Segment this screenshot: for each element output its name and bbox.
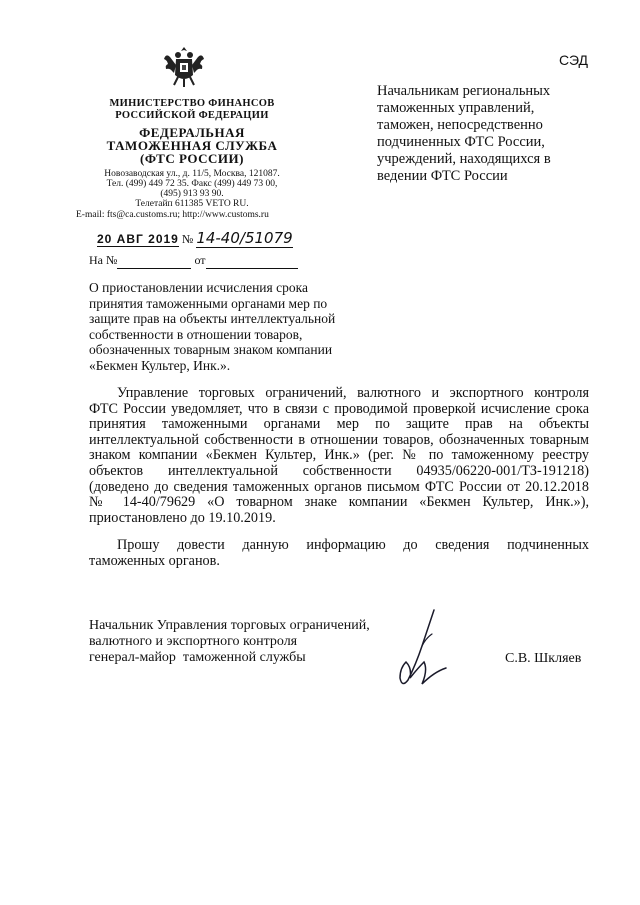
- body-line: приостановлено до 19.10.2019.: [89, 509, 276, 526]
- reply-reference-line: [89, 253, 298, 269]
- service-line: ТАМОЖЕННАЯ СЛУЖБА: [106, 138, 278, 153]
- registration-number-label: №: [181, 232, 194, 246]
- body-paragraph-2: [89, 538, 589, 569]
- subject-line: защите прав на объекты интеллектуальной: [89, 311, 336, 327]
- body-line: № 14-40/79629 «О товарном знаке компании «Бекмен Культер, Инк.»),: [89, 494, 589, 511]
- addressee-line: подчиненных ФТС России,: [377, 134, 545, 150]
- position-line: валютного и экспортного контроля: [89, 634, 298, 649]
- addressee-line: таможен, непосредственно: [377, 117, 543, 133]
- registration-line: [97, 229, 293, 248]
- addressee-line: ведении ФТС России: [377, 168, 508, 184]
- reply-number-label: На №: [89, 253, 118, 267]
- service-line: (ФТС РОССИИ): [140, 151, 244, 166]
- body-line: (доведено до сведения таможенных органов письмом ФТС России от 20.12.2018: [89, 478, 589, 495]
- ministry-name: [74, 98, 310, 122]
- body-line: таможенных органов.: [89, 552, 220, 569]
- body-line: Прошу довести данную информацию до сведения подчиненных: [117, 537, 589, 553]
- ministry-line: РОССИЙСКОЙ ФЕДЕРАЦИИ: [115, 110, 269, 121]
- subject-line: обозначенных товарным знаком компании: [89, 342, 333, 358]
- letter-subject: [89, 280, 349, 374]
- sender-email: E-mail: fts@ca.customs.ru; http://www.customs.ru: [76, 210, 269, 220]
- position-line: генерал-майор таможенной службы: [89, 650, 306, 665]
- address-line: Тел. (499) 449 72 35. Факс (499) 449 73 00,: [106, 179, 278, 189]
- ministry-line: МИНИСТЕРСТВО ФИНАНСОВ: [109, 98, 275, 109]
- addressee-line: таможенных управлений,: [377, 100, 535, 116]
- address-line: Телетайп 611385 VETO RU.: [135, 199, 249, 209]
- coat-of-arms-emblem: [160, 43, 208, 91]
- address-line: Новозаводская ул., д. 11/5, Москва, 121087.: [104, 169, 280, 179]
- reply-from-label: от: [194, 253, 206, 267]
- addressee-line: учреждений, находящихся в: [377, 151, 551, 167]
- service-name: [74, 126, 310, 165]
- subject-line: собственности в отношении товаров,: [89, 326, 303, 342]
- body-line: ФТС России уведомляет, что в связи с проводимой проверкой исчисление срока: [89, 400, 589, 417]
- body-paragraph-1: [89, 386, 589, 526]
- subject-line: «Бекмен Культер, Инк.».: [89, 357, 231, 373]
- addressee-block: [377, 83, 551, 185]
- registration-date: 20 АВГ 2019: [97, 232, 179, 246]
- registration-number: 14-40/51079: [196, 229, 293, 247]
- address-line: (495) 913 93 90.: [160, 189, 224, 199]
- signatory-position: [89, 618, 370, 666]
- position-line: Начальник Управления торговых ограничений,: [89, 618, 370, 633]
- body-line: Управление торговых ограничений, валютного и экспортного контроля: [117, 385, 589, 401]
- sender-address: [74, 169, 310, 209]
- addressee-line: Начальникам региональных: [377, 83, 551, 99]
- signatory-name: С.В. Шкляев: [505, 651, 582, 666]
- document-marking: СЭД: [559, 52, 589, 68]
- service-line: ФЕДЕРАЛЬНАЯ: [139, 125, 245, 140]
- body-line: знаком компании «Бекмен Культер, Инк.» (рег. № по таможенному реестру: [89, 447, 589, 464]
- body-line: интеллектуальной собственности в отношении товаров, обозначенных товарным: [89, 431, 589, 448]
- body-line: объектов интеллектуальной собственности 04935/06220-001/ТЗ-191218): [89, 462, 589, 479]
- handwritten-signature: [388, 608, 458, 690]
- subject-line: О приостановлении исчисления срока: [89, 280, 308, 295]
- subject-line: принятия таможенными органами мер по: [89, 295, 328, 311]
- body-line: принятия таможенными органами мер по защите прав на объекты: [89, 416, 589, 433]
